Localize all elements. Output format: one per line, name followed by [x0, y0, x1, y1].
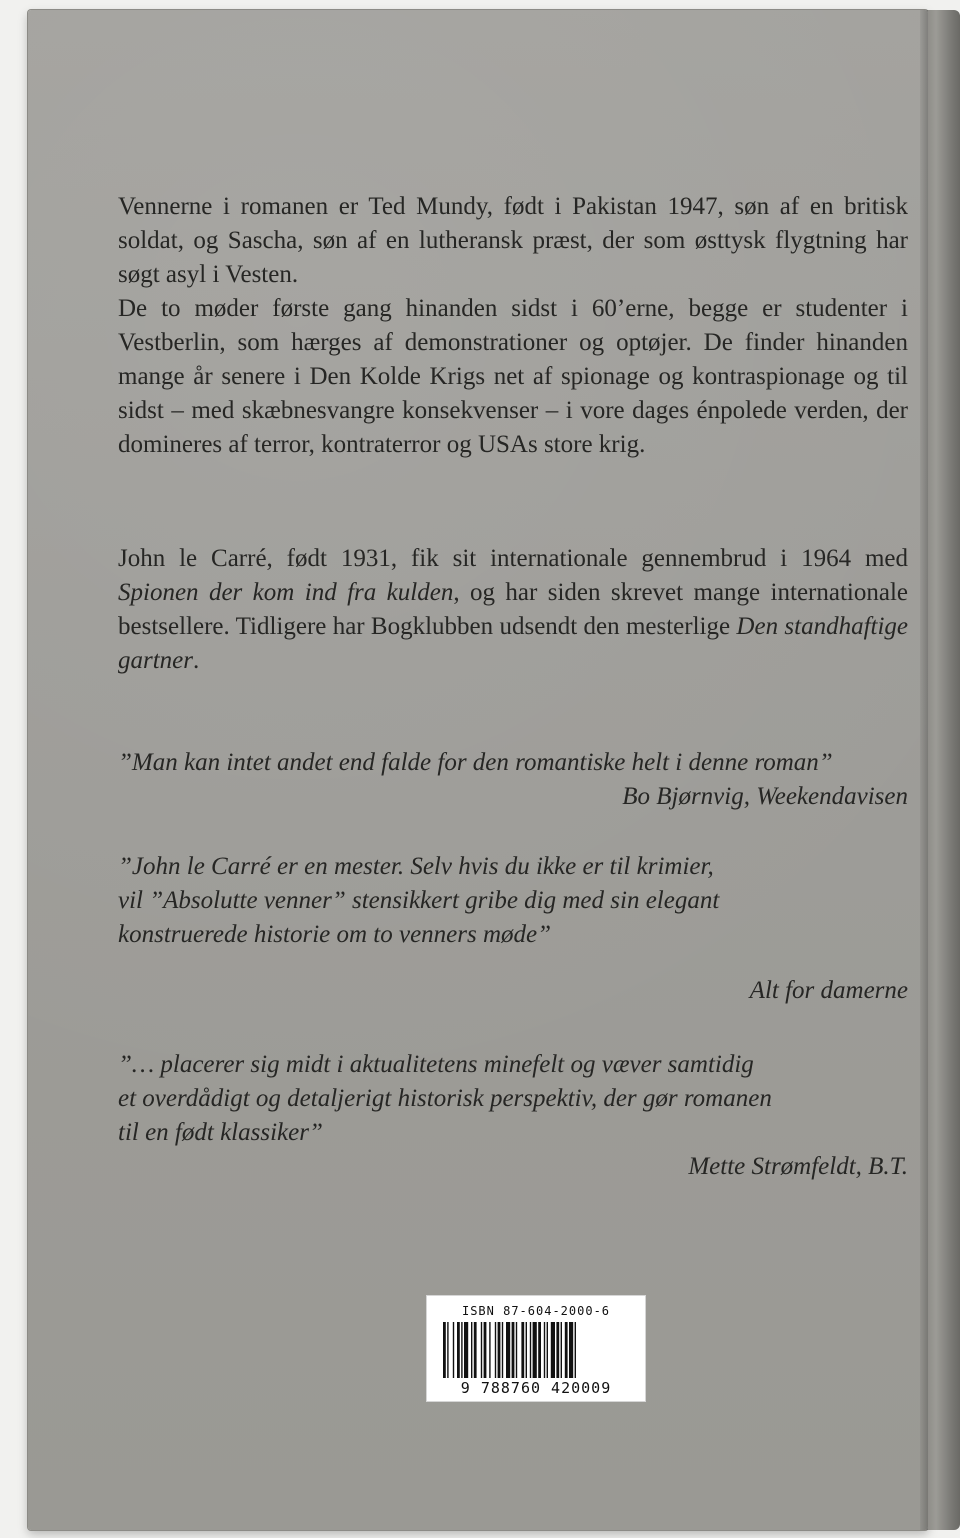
quote-source: Mette Strømfeldt, B.T.	[688, 1153, 908, 1180]
bio-text-2: , og har siden skrevet mange internationale bestsellere. Tidligere har Bogklubben udsendt den mesterlige	[118, 579, 908, 640]
quote-source: Bo Bjørnvig, Weekendavisen	[622, 783, 908, 810]
barcode-stripe	[447, 1322, 448, 1378]
barcode-stripe	[551, 1322, 555, 1378]
barcode-stripe	[457, 1322, 460, 1378]
barcode-stripe	[547, 1322, 548, 1378]
barcode-bars	[441, 1322, 631, 1378]
barcode-stripe	[471, 1322, 472, 1378]
barcode-stripe	[502, 1322, 503, 1378]
bio-book-title-1: Spionen der kom ind fra kulden	[118, 579, 454, 606]
barcode-stripe	[565, 1322, 568, 1378]
barcode-stripe	[484, 1322, 487, 1378]
review-quote	[118, 746, 908, 814]
bio-text-3: .	[193, 647, 200, 674]
quote-line: ”Man kan intet andet end falde for den romantiske helt i denne roman”	[118, 749, 833, 776]
barcode-stripe	[443, 1322, 446, 1378]
review-quote	[118, 850, 908, 1008]
barcode-stripe	[516, 1322, 517, 1378]
quote-line: ”John le Carré er en mester. Selv hvis du ikke er til krimier,	[118, 853, 714, 880]
quote-line: vil ”Absolutte venner” stensikkert gribe dig med sin elegant	[118, 887, 720, 914]
barcode-stripe	[533, 1322, 537, 1378]
quote-line: konstruerede historie om to venners møde”	[118, 921, 552, 948]
synopsis-paragraph-1: Vennerne i romanen er Ted Mundy, født i Pakistan 1947, søn af en britisk soldat, og Sascha, søn af en lutheransk præst, der som østtysk flygtning har søgt asyl i Vesten.	[118, 193, 908, 288]
barcode-digits: 9 788760 420009	[460, 1379, 612, 1397]
barcode-stripe	[481, 1322, 482, 1378]
barcode-stripe	[521, 1322, 524, 1378]
barcode-stripe	[464, 1322, 468, 1378]
barcode-stripe	[561, 1322, 562, 1378]
barcode-stripe	[575, 1322, 576, 1378]
barcode-stripe	[461, 1322, 462, 1378]
barcode-stripe	[556, 1322, 559, 1378]
barcode-stripe	[474, 1322, 477, 1378]
author-bio-paragraph	[118, 542, 908, 678]
quote-line: ”… placerer sig midt i aktualitetens minefelt og væver samtidig	[118, 1051, 754, 1078]
isbn-label: ISBN 87-604-2000-6	[461, 1304, 611, 1318]
review-quote	[118, 1048, 908, 1184]
isbn-barcode	[426, 1295, 646, 1402]
quote-line: til en født klassiker”	[118, 1119, 323, 1146]
quote-line: et overdådigt og detaljerigt historisk perspektiv, der gør romanen	[118, 1085, 772, 1112]
barcode-stripe	[530, 1322, 531, 1378]
bio-book-title-2: Den standhaftige gartner	[118, 613, 908, 674]
book-back-cover	[28, 10, 928, 1530]
book-spine	[928, 10, 960, 1530]
cover-hinge	[920, 10, 928, 1530]
barcode-stripe	[498, 1322, 501, 1378]
barcode-stripe	[489, 1322, 490, 1378]
synopsis	[118, 190, 908, 462]
quote-source: Alt for damerne	[749, 977, 908, 1004]
barcode-stripe	[512, 1322, 515, 1378]
barcode-stripe	[453, 1322, 454, 1378]
barcode-stripe	[506, 1322, 510, 1378]
barcode-stripe	[569, 1322, 573, 1378]
author-bio	[118, 542, 908, 678]
barcode-stripe	[526, 1322, 527, 1378]
barcode-stripe	[538, 1322, 541, 1378]
barcode-stripe	[544, 1322, 545, 1378]
bio-text-1: John le Carré, født 1931, fik sit internationale gennembrud i 1964 med	[118, 545, 908, 572]
barcode-stripe	[495, 1322, 496, 1378]
synopsis-paragraph-2: De to møder første gang hinanden sidst i 60’erne, begge er studenter i Vestberlin, som hærges af demonstrationer og optøjer. De finder hinanden mange år senere i Den Kolde Krigs net af spionage og kontraspionage og til sidst – med skæbnesvangre konsekvenser – i vore dages énpolede verden, der domineres af terror, kontraterror og USAs store krig.	[118, 295, 908, 458]
